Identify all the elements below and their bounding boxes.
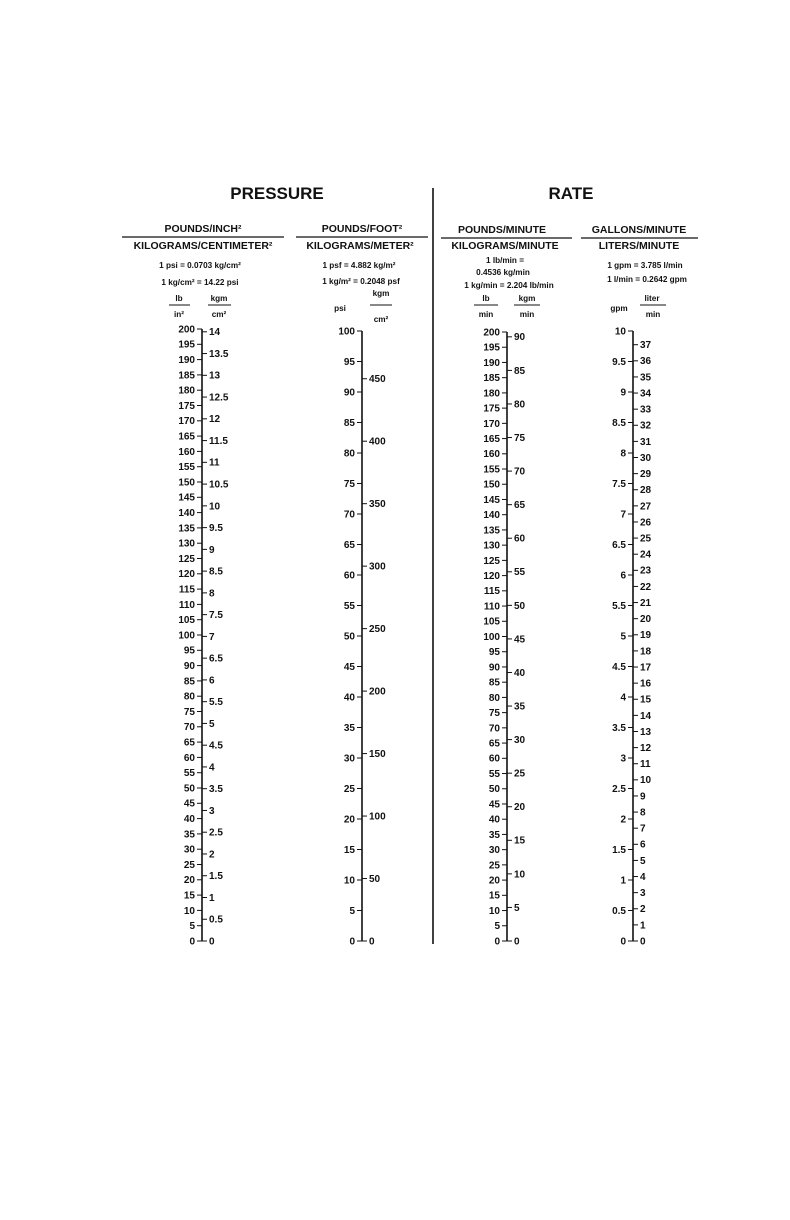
right-tick-label: 100 — [369, 811, 386, 823]
left-tick-label: 4 — [620, 692, 626, 704]
left-tick-label: 10 — [183, 905, 195, 917]
conversion-line-1: 1 psf = 4.882 kg/m² — [322, 261, 396, 270]
right-tick-label: 25 — [640, 533, 652, 545]
left-tick-label: 8 — [620, 448, 626, 460]
conversion-line-1: 1 psi = 0.0703 kg/cm² — [159, 261, 241, 270]
left-tick-label: 35 — [488, 829, 500, 841]
right-tick-label: 7 — [209, 631, 215, 643]
right-tick-label: 32 — [640, 420, 652, 432]
column-pressure-psi — [122, 223, 284, 947]
conversion-line-2: 0.4536 kg/min — [476, 268, 530, 277]
left-tick-label: 0 — [494, 936, 500, 948]
conversion-line-3: 1 kg/min = 2.204 lb/min — [464, 281, 554, 290]
left-tick-label: 5 — [494, 921, 500, 933]
right-tick-label: 40 — [514, 667, 526, 679]
left-unit-label: gpm — [610, 304, 628, 313]
right-tick-label: 450 — [369, 374, 386, 386]
right-tick-label: 27 — [640, 501, 652, 513]
left-tick-label: 115 — [178, 584, 195, 596]
right-tick-label: 350 — [369, 499, 386, 511]
right-tick-label: 3.5 — [209, 784, 223, 796]
left-tick-label: 85 — [488, 677, 500, 689]
left-tick-label: 50 — [343, 631, 355, 643]
right-tick-label: 10.5 — [209, 479, 229, 491]
left-tick-label: 5 — [620, 631, 626, 643]
right-tick-label: 11 — [209, 457, 220, 469]
left-tick-label: 8.5 — [612, 417, 626, 429]
left-tick-label: 90 — [183, 661, 195, 672]
scale-gpm-lmin — [612, 326, 651, 947]
right-tick-label: 5.5 — [209, 697, 223, 709]
right-tick-label: 14 — [640, 710, 652, 722]
section-title-pressure: PRESSURE — [230, 184, 324, 203]
left-tick-label: 95 — [183, 645, 195, 657]
left-tick-label: 25 — [183, 859, 195, 871]
right-tick-label: 1 — [640, 920, 646, 932]
left-unit-denominator: in² — [173, 310, 185, 319]
left-tick-label: 65 — [183, 737, 195, 749]
left-tick-label: 185 — [178, 370, 195, 382]
right-tick-label: 9 — [640, 791, 646, 803]
left-tick-label: 80 — [183, 691, 195, 703]
right-tick-label: 23 — [640, 565, 652, 577]
left-tick-label: 70 — [488, 723, 500, 735]
left-tick-label: 35 — [343, 722, 355, 734]
left-tick-label: 150 — [483, 479, 500, 491]
right-unit-denominator: cm² — [211, 310, 227, 319]
right-tick-label: 25 — [514, 768, 526, 780]
left-tick-label: 4.5 — [612, 661, 626, 673]
column-rate-mass — [441, 224, 572, 947]
left-tick-label: 90 — [343, 387, 355, 399]
conversion-line-1: 1 lb/min = — [486, 256, 524, 265]
left-tick-label: 0 — [620, 936, 626, 948]
top-unit: POUNDS/MINUTE — [457, 224, 547, 236]
right-tick-label: 45 — [514, 634, 526, 646]
right-tick-label: 13.5 — [209, 348, 229, 360]
left-tick-label: 145 — [483, 494, 500, 506]
right-tick-label: 6 — [209, 675, 215, 687]
left-tick-label: 80 — [343, 448, 355, 460]
right-tick-label: 35 — [514, 701, 526, 713]
right-tick-label: 35 — [640, 372, 652, 384]
right-tick-label: 9 — [209, 544, 215, 556]
left-tick-label: 0 — [349, 936, 355, 948]
right-tick-label: 11 — [640, 759, 651, 771]
scale-psi-kgcm2 — [178, 324, 229, 947]
left-tick-label: 55 — [183, 768, 195, 780]
right-tick-label: 33 — [640, 404, 652, 416]
right-tick-label: 0 — [369, 936, 375, 948]
left-tick-label: 85 — [343, 417, 355, 429]
right-tick-label: 50 — [514, 600, 526, 612]
right-tick-label: 4 — [209, 762, 215, 774]
conversion-line-2: 1 kg/cm² = 14.22 psi — [161, 278, 239, 287]
left-tick-label: 100 — [338, 326, 355, 338]
left-tick-label: 10 — [614, 326, 626, 338]
left-tick-label: 30 — [488, 845, 500, 857]
right-tick-label: 36 — [640, 356, 652, 368]
left-tick-label: 90 — [488, 662, 500, 674]
left-tick-label: 75 — [343, 478, 355, 490]
right-tick-label: 8 — [209, 588, 215, 600]
left-tick-label: 65 — [343, 539, 355, 551]
left-tick-label: 55 — [488, 768, 500, 780]
right-unit-denominator: min — [519, 310, 535, 319]
left-tick-label: 15 — [183, 890, 195, 902]
right-tick-label: 3 — [640, 888, 646, 900]
right-tick-label: 80 — [514, 399, 526, 411]
left-tick-label: 155 — [483, 464, 500, 476]
left-tick-label: 7.5 — [612, 478, 626, 490]
right-tick-label: 12 — [640, 743, 652, 755]
right-unit-numerator: kgm — [210, 294, 228, 303]
left-tick-label: 165 — [483, 433, 500, 445]
left-tick-label: 135 — [483, 525, 500, 537]
left-tick-label: 190 — [483, 357, 500, 369]
left-tick-label: 40 — [488, 814, 500, 826]
right-tick-label: 1 — [209, 892, 215, 904]
right-tick-label: 10 — [209, 501, 221, 513]
top-unit: POUNDS/FOOT² — [321, 223, 403, 235]
right-tick-label: 13 — [209, 370, 221, 382]
left-tick-label: 95 — [488, 647, 500, 659]
column-pressure-psf — [296, 223, 428, 947]
left-tick-label: 175 — [483, 403, 500, 415]
left-tick-label: 40 — [183, 814, 195, 825]
left-tick-label: 145 — [178, 492, 195, 504]
right-tick-label: 2 — [209, 849, 215, 861]
right-tick-label: 50 — [369, 873, 381, 885]
left-tick-label: 20 — [488, 875, 500, 887]
right-tick-label: 5 — [514, 902, 520, 914]
left-tick-label: 45 — [183, 798, 195, 810]
left-tick-label: 140 — [178, 508, 195, 519]
left-unit-numerator: lb — [175, 294, 183, 303]
right-tick-label: 5 — [640, 855, 646, 867]
left-tick-label: 3 — [620, 753, 626, 765]
left-tick-label: 95 — [343, 356, 355, 368]
left-tick-label: 30 — [343, 753, 355, 765]
right-unit-numerator: liter — [644, 294, 660, 303]
left-tick-label: 9.5 — [612, 356, 626, 368]
left-tick-label: 15 — [488, 890, 500, 902]
left-tick-label: 160 — [483, 449, 500, 461]
right-tick-label: 8 — [640, 807, 646, 819]
left-tick-label: 125 — [178, 553, 195, 565]
right-tick-label: 1.5 — [209, 871, 223, 883]
right-tick-label: 10 — [514, 869, 526, 881]
left-tick-label: 155 — [178, 462, 195, 474]
right-tick-label: 26 — [640, 517, 652, 529]
conversion-line-2: 1 kg/m² = 0.2048 psf — [322, 277, 400, 286]
right-tick-label: 15 — [640, 694, 652, 706]
right-unit-numerator: kgm — [518, 294, 536, 303]
left-unit-label: psi — [334, 304, 346, 313]
left-tick-label: 65 — [488, 738, 500, 750]
left-unit-denominator: min — [478, 310, 494, 319]
left-tick-label: 40 — [343, 692, 355, 704]
right-tick-label: 90 — [514, 332, 526, 344]
right-tick-label: 22 — [640, 581, 652, 593]
left-tick-label: 70 — [343, 509, 355, 521]
left-unit-numerator: lb — [482, 294, 490, 303]
bottom-unit: KILOGRAMS/MINUTE — [451, 240, 559, 252]
right-tick-label: 6 — [640, 839, 646, 851]
left-tick-label: 55 — [343, 600, 355, 612]
left-tick-label: 85 — [183, 676, 195, 688]
left-tick-label: 5 — [189, 921, 195, 933]
left-tick-label: 50 — [488, 784, 500, 796]
right-tick-label: 13 — [640, 726, 652, 738]
right-tick-label: 18 — [640, 646, 652, 658]
left-tick-label: 105 — [483, 616, 500, 628]
left-tick-label: 5 — [349, 905, 355, 917]
right-tick-label: 14 — [209, 327, 221, 339]
left-tick-label: 10 — [488, 905, 500, 917]
right-unit-denominator: cm² — [373, 315, 389, 324]
left-tick-label: 165 — [178, 431, 195, 443]
left-tick-label: 195 — [178, 339, 195, 351]
right-tick-label: 9.5 — [209, 523, 223, 535]
left-tick-label: 0 — [189, 936, 195, 948]
right-tick-label: 4.5 — [209, 740, 223, 752]
column-rate-volume — [581, 224, 698, 947]
right-unit-numerator: kgm — [372, 289, 390, 298]
left-tick-label: 20 — [343, 814, 355, 826]
bottom-unit: LITERS/MINUTE — [598, 240, 680, 252]
left-tick-label: 170 — [178, 416, 195, 428]
right-tick-label: 24 — [640, 549, 652, 561]
left-tick-label: 60 — [183, 752, 195, 764]
left-tick-label: 80 — [488, 692, 500, 704]
right-tick-label: 15 — [514, 835, 526, 847]
right-tick-label: 34 — [640, 388, 652, 400]
left-tick-label: 20 — [183, 875, 195, 887]
right-tick-label: 8.5 — [209, 566, 223, 578]
left-tick-label: 60 — [488, 753, 500, 765]
left-tick-label: 75 — [488, 708, 500, 720]
right-tick-label: 5 — [209, 718, 215, 730]
left-tick-label: 200 — [483, 327, 500, 339]
right-tick-label: 85 — [514, 365, 526, 377]
right-tick-label: 37 — [640, 340, 652, 352]
left-tick-label: 2.5 — [612, 783, 626, 795]
left-tick-label: 170 — [483, 418, 500, 430]
left-tick-label: 100 — [483, 631, 500, 643]
right-tick-label: 20 — [514, 802, 526, 814]
right-tick-label: 0 — [209, 936, 215, 948]
right-tick-label: 300 — [369, 561, 386, 573]
right-tick-label: 11.5 — [209, 435, 228, 447]
left-tick-label: 35 — [183, 829, 195, 841]
left-tick-label: 50 — [183, 783, 195, 795]
right-tick-label: 0 — [640, 936, 646, 948]
left-tick-label: 180 — [483, 388, 500, 400]
right-tick-label: 150 — [369, 748, 386, 760]
left-tick-label: 130 — [483, 540, 500, 552]
right-tick-label: 65 — [514, 500, 526, 512]
left-tick-label: 105 — [178, 615, 195, 627]
bottom-unit: KILOGRAMS/CENTIMETER² — [133, 240, 273, 252]
left-tick-label: 60 — [343, 570, 355, 582]
left-tick-label: 160 — [178, 446, 195, 458]
left-tick-label: 120 — [483, 571, 500, 582]
left-tick-label: 10 — [343, 875, 355, 887]
section-title-rate: RATE — [548, 184, 594, 203]
right-tick-label: 2 — [640, 904, 646, 916]
left-tick-label: 135 — [178, 523, 195, 535]
right-tick-label: 19 — [640, 630, 652, 642]
left-tick-label: 185 — [483, 373, 500, 385]
scale-psi-kgmcm2 — [338, 326, 386, 947]
right-tick-label: 400 — [369, 436, 386, 448]
right-tick-label: 250 — [369, 624, 386, 636]
left-tick-label: 6.5 — [612, 539, 626, 551]
left-tick-label: 15 — [343, 844, 355, 856]
right-tick-label: 60 — [514, 533, 526, 545]
right-tick-label: 12.5 — [209, 392, 229, 404]
left-tick-label: 110 — [178, 599, 195, 611]
bottom-unit: KILOGRAMS/METER² — [306, 240, 414, 252]
right-tick-label: 16 — [640, 678, 652, 690]
right-tick-label: 75 — [514, 432, 526, 444]
right-tick-label: 29 — [640, 469, 652, 481]
right-tick-label: 55 — [514, 567, 526, 579]
left-tick-label: 1.5 — [612, 844, 626, 856]
conversion-line-2: 1 l/min = 0.2642 gpm — [607, 275, 687, 284]
right-tick-label: 200 — [369, 686, 386, 698]
left-tick-label: 1 — [620, 875, 626, 887]
right-tick-label: 70 — [514, 466, 526, 478]
right-tick-label: 0 — [514, 936, 520, 948]
left-tick-label: 25 — [488, 860, 500, 872]
left-tick-label: 30 — [183, 844, 195, 856]
left-tick-label: 2 — [620, 814, 626, 826]
left-tick-label: 45 — [488, 799, 500, 811]
left-tick-label: 175 — [178, 400, 195, 412]
right-tick-label: 6.5 — [209, 653, 223, 665]
right-tick-label: 20 — [640, 614, 652, 626]
right-tick-label: 17 — [640, 662, 652, 674]
left-tick-label: 100 — [178, 630, 195, 642]
left-tick-label: 0.5 — [612, 905, 626, 917]
left-tick-label: 45 — [343, 661, 355, 673]
left-tick-label: 115 — [483, 586, 500, 598]
left-tick-label: 130 — [178, 538, 195, 550]
left-tick-label: 140 — [483, 510, 500, 522]
right-unit-denominator: min — [645, 310, 661, 319]
scale-lbmin-kgmin — [483, 327, 525, 947]
left-tick-label: 200 — [178, 324, 195, 336]
right-tick-label: 21 — [640, 597, 652, 609]
right-tick-label: 2.5 — [209, 827, 223, 839]
right-tick-label: 0.5 — [209, 914, 223, 926]
right-tick-label: 30 — [514, 735, 526, 747]
left-tick-label: 25 — [343, 783, 355, 795]
left-tick-label: 190 — [178, 355, 195, 366]
left-tick-label: 3.5 — [612, 722, 626, 734]
right-tick-label: 7 — [640, 823, 646, 835]
left-tick-label: 70 — [183, 722, 195, 734]
top-unit: GALLONS/MINUTE — [591, 224, 687, 236]
right-tick-label: 31 — [640, 436, 652, 448]
right-tick-label: 3 — [209, 805, 215, 817]
left-tick-label: 150 — [178, 477, 195, 489]
left-tick-label: 180 — [178, 385, 195, 397]
right-tick-label: 28 — [640, 485, 652, 497]
top-unit: POUNDS/INCH² — [164, 223, 242, 235]
conversion-line-1: 1 gpm = 3.785 l/min — [607, 261, 683, 270]
right-tick-label: 10 — [640, 775, 652, 787]
left-tick-label: 75 — [183, 706, 195, 718]
right-tick-label: 30 — [640, 452, 652, 464]
left-tick-label: 5.5 — [612, 600, 626, 612]
right-tick-label: 12 — [209, 414, 221, 426]
left-tick-label: 7 — [620, 509, 626, 521]
right-tick-label: 4 — [640, 871, 646, 883]
left-tick-label: 6 — [620, 570, 626, 582]
left-tick-label: 125 — [483, 555, 500, 567]
left-tick-label: 120 — [178, 569, 195, 581]
left-tick-label: 195 — [483, 342, 500, 354]
left-tick-label: 110 — [483, 601, 500, 613]
left-tick-label: 9 — [620, 387, 626, 399]
right-tick-label: 7.5 — [209, 610, 223, 622]
